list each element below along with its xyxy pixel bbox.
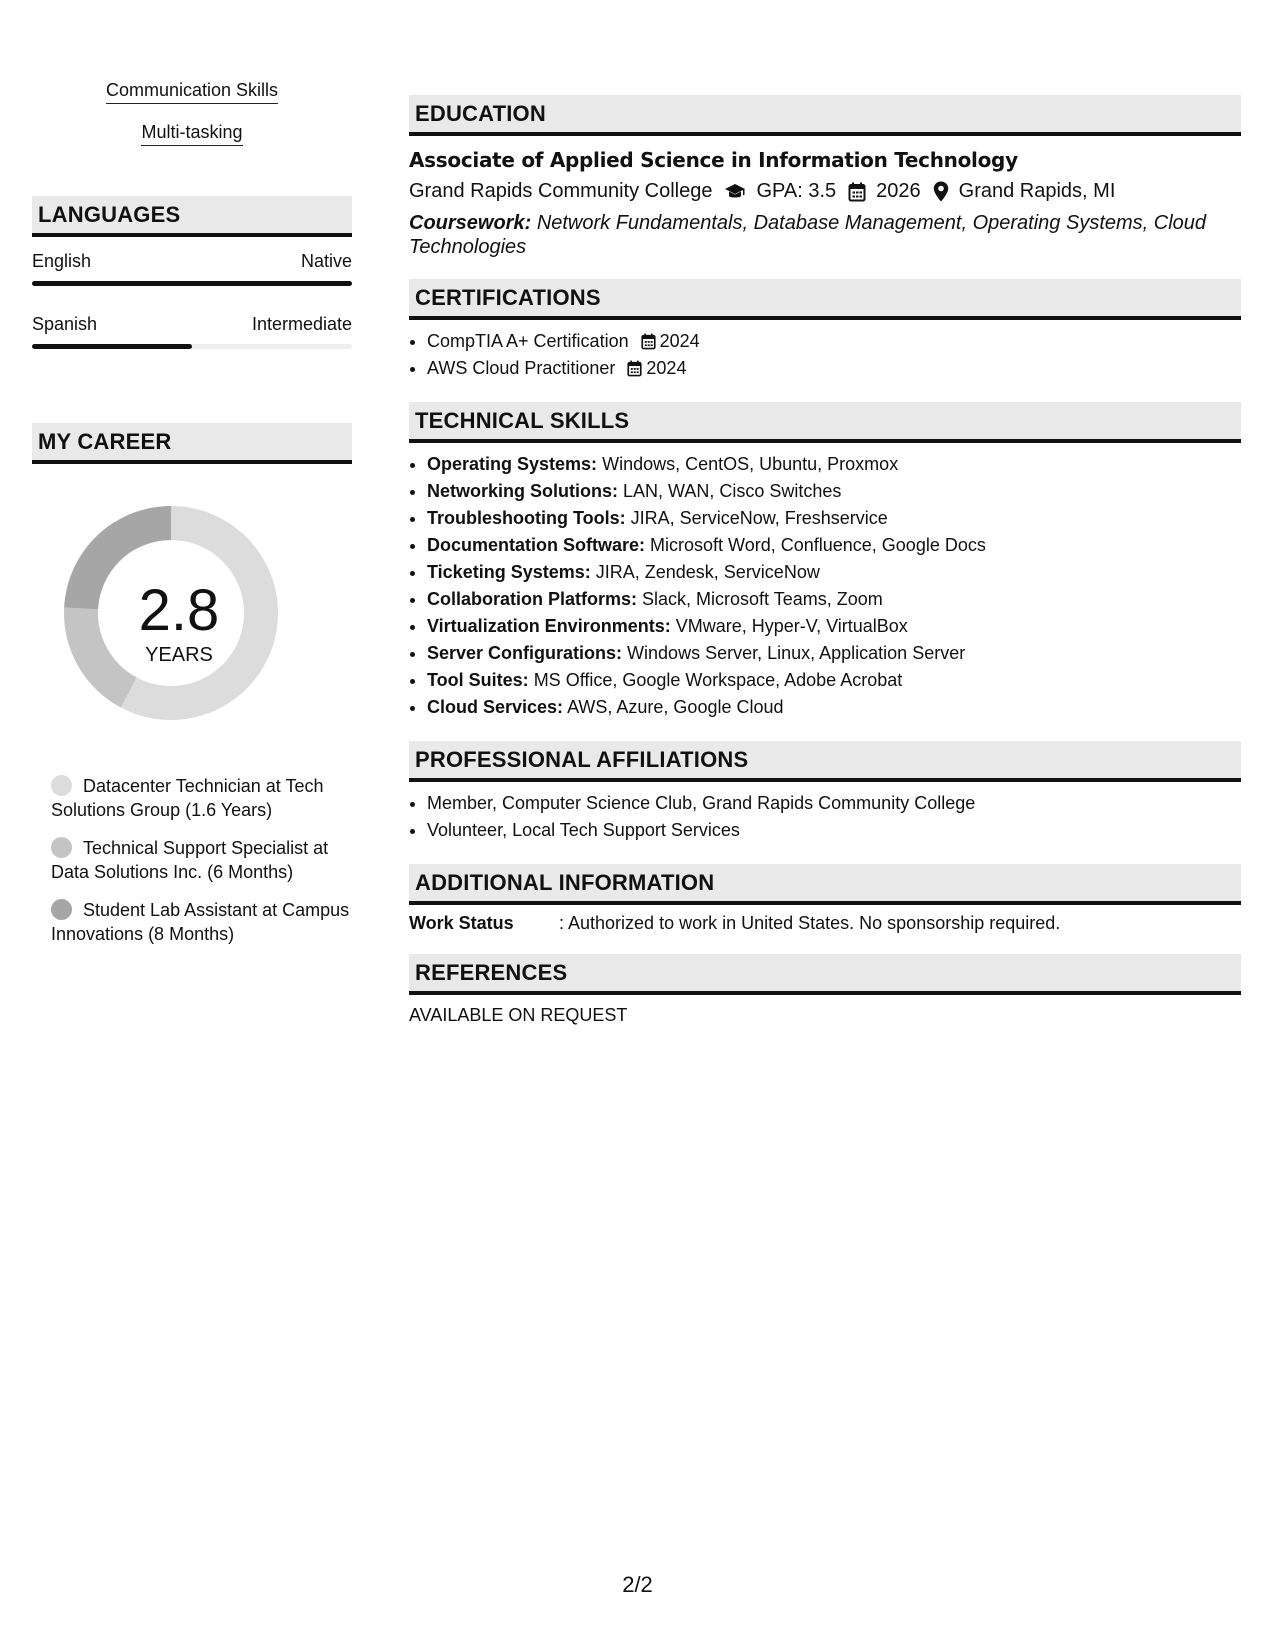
language-bar [32,344,352,349]
skill-item: • Troubleshooting Tools: JIRA, ServiceNow, Freshservice [427,505,1241,532]
section-heading-references: REFERENCES [409,954,1241,995]
language-bar [32,281,352,286]
career-total-years: 2.8 [138,578,220,643]
skill-item: • Server Configurations: Windows Server, Linux, Application Server [427,640,1241,667]
section-heading-languages: LANGUAGES [32,196,352,237]
degree-title: Associate of Applied Science in Information Technology [409,148,1018,172]
language-item [32,251,352,286]
work-status-value: : Authorized to work in United States. No sponsorship required. [559,913,1061,933]
technical-skills-list [409,451,1241,721]
legend-dot [51,899,72,920]
calendar-icon [641,333,656,350]
skill-tag: Multi-tasking [32,122,352,146]
career-total-unit: YEARS [145,644,213,666]
language-level: Intermediate [251,314,352,334]
section-heading-career: MY CAREER [32,423,352,464]
language-bar-fill [32,281,352,286]
language-item [32,314,352,349]
calendar-icon [848,182,866,202]
left-column [32,80,352,960]
skill-item: • Tool Suites: MS Office, Google Workspace, Adobe Acrobat [427,667,1241,694]
skill-item: • Documentation Software: Microsoft Word, Confluence, Google Docs [427,532,1241,559]
graduation-cap-icon [724,183,746,201]
page-number: 2/2 [622,1572,653,1597]
career-legend-item: Technical Support Specialist at Data Solutions Inc. (6 Months) [51,838,329,882]
certifications-list [409,328,1241,382]
map-pin-icon [933,181,949,202]
gpa: GPA: 3.5 [756,180,837,202]
legend-dot [51,837,72,858]
affiliation-item: • Volunteer, Local Tech Support Services [427,817,1241,844]
career-legend-item: Student Lab Assistant at Campus Innovations (8 Months) [51,900,350,944]
skill-item: • Ticketing Systems: JIRA, Zendesk, ServiceNow [427,559,1241,586]
section-heading-certifications: CERTIFICATIONS [409,279,1241,320]
skill-item: • Cloud Services: AWS, Azure, Google Cloud [427,694,1241,721]
school-location: Grand Rapids, MI [958,180,1116,202]
education-meta [409,180,1241,203]
section-heading-education: EDUCATION [409,95,1241,136]
work-status [409,913,1241,934]
career-donut-chart [64,506,294,736]
graduation-year: 2026 [876,180,921,202]
work-status-label: Work Status [409,913,514,933]
right-column [409,95,1241,1026]
legend-dot [51,775,72,796]
skill-tag: Communication Skills [32,80,352,104]
language-level: Native [300,251,352,271]
references-text: AVAILABLE ON REQUEST [409,1005,628,1025]
certification-item: • AWS Cloud Practitioner 2024 [427,355,1241,382]
school-name: Grand Rapids Community College [409,180,713,202]
affiliation-item: • Member, Computer Science Club, Grand Rapids Community College [427,790,1241,817]
coursework: Coursework: Network Fundamentals, Database Management, Operating Systems, Cloud Technologies [409,212,1207,258]
calendar-icon [627,360,642,377]
career-legend-item: Datacenter Technician at Tech Solutions Group (1.6 Years) [51,776,324,820]
section-heading-additional-info: ADDITIONAL INFORMATION [409,864,1241,905]
skill-item: • Networking Solutions: LAN, WAN, Cisco Switches [427,478,1241,505]
certification-item: • CompTIA A+ Certification 2024 [427,328,1241,355]
language-name: Spanish [32,314,98,334]
skill-item: • Operating Systems: Windows, CentOS, Ubuntu, Proxmox [427,451,1241,478]
career-legend [51,774,352,946]
section-heading-affiliations: PROFESSIONAL AFFILIATIONS [409,741,1241,782]
section-heading-technical-skills: TECHNICAL SKILLS [409,402,1241,443]
affiliations-list [409,790,1241,844]
skill-item: • Virtualization Environments: VMware, Hyper-V, VirtualBox [427,613,1241,640]
language-bar-fill [32,344,192,349]
language-name: English [32,251,92,271]
skill-item: • Collaboration Platforms: Slack, Microsoft Teams, Zoom [427,586,1241,613]
